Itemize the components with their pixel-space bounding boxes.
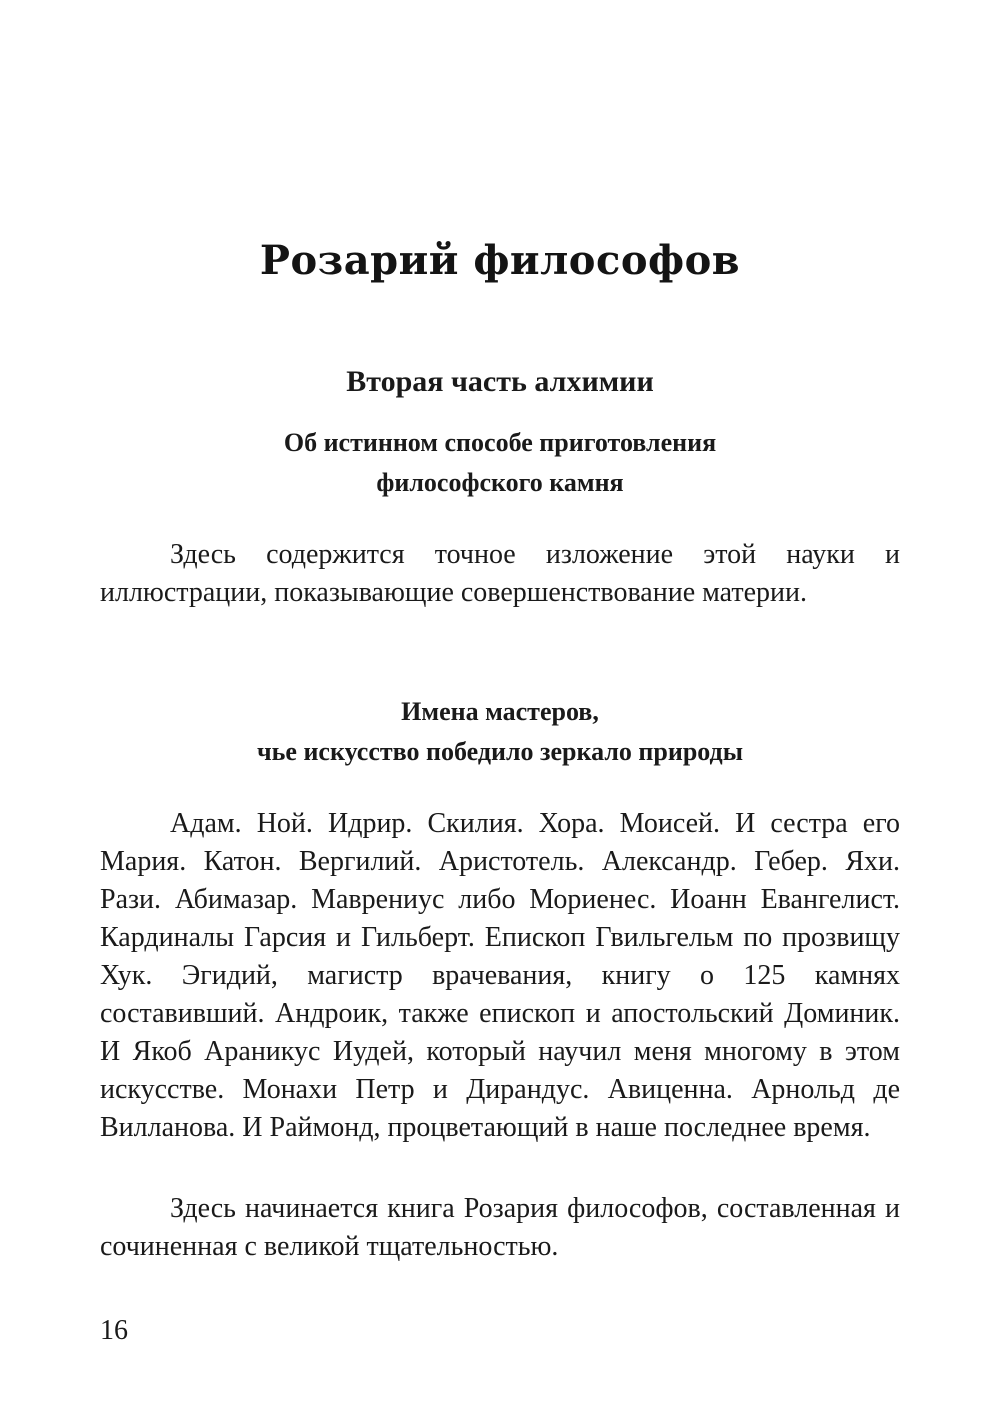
sub-heading-line: философского камня <box>376 468 624 497</box>
names-heading-line: чье искусство победило зеркало природы <box>257 737 743 766</box>
sub-heading <box>100 423 900 503</box>
intro-paragraph: Здесь содержится точное изложение этой науки и иллюстрации, показывающие совершенствование материи. <box>100 539 900 608</box>
page-number: 16 <box>100 1315 128 1346</box>
page-title: Розарий философов <box>259 237 741 284</box>
closing-paragraph: Здесь начинается книга Розария философов, составленная и сочиненная с великой тщательностью. <box>100 1193 900 1262</box>
sub-heading-line: Об истинном способе приготовления <box>283 428 717 457</box>
part-heading: Вторая часть алхимии <box>346 365 654 398</box>
masters-names-paragraph: Адам. Ной. Идрир. Скилия. Хора. Моисей. И сестра его Мария. Катон. Вергилий. Аристотель. Александр. Гебер. Яхи. Рази. Абимазар. Маврениус либо Мориенес. Иоанн Евангелист. Кардиналы Гарсия и Гильберт. Епископ Гвильгельм по прозвищу Хук. Эгидий, магистр врачевания, книгу о 125 камнях составивший. Андроик, также епископ и апостольский Доминик. И Якоб Араникус Иудей, который научил меня многому в этом искусстве. Монахи Петр и Дирандус. Авиценна. Арнольд де Вилланова. И Раймонд, процветающий в наше последнее время. <box>100 808 900 1143</box>
names-heading <box>100 692 900 772</box>
names-heading-line: Имена мастеров, <box>401 697 599 726</box>
